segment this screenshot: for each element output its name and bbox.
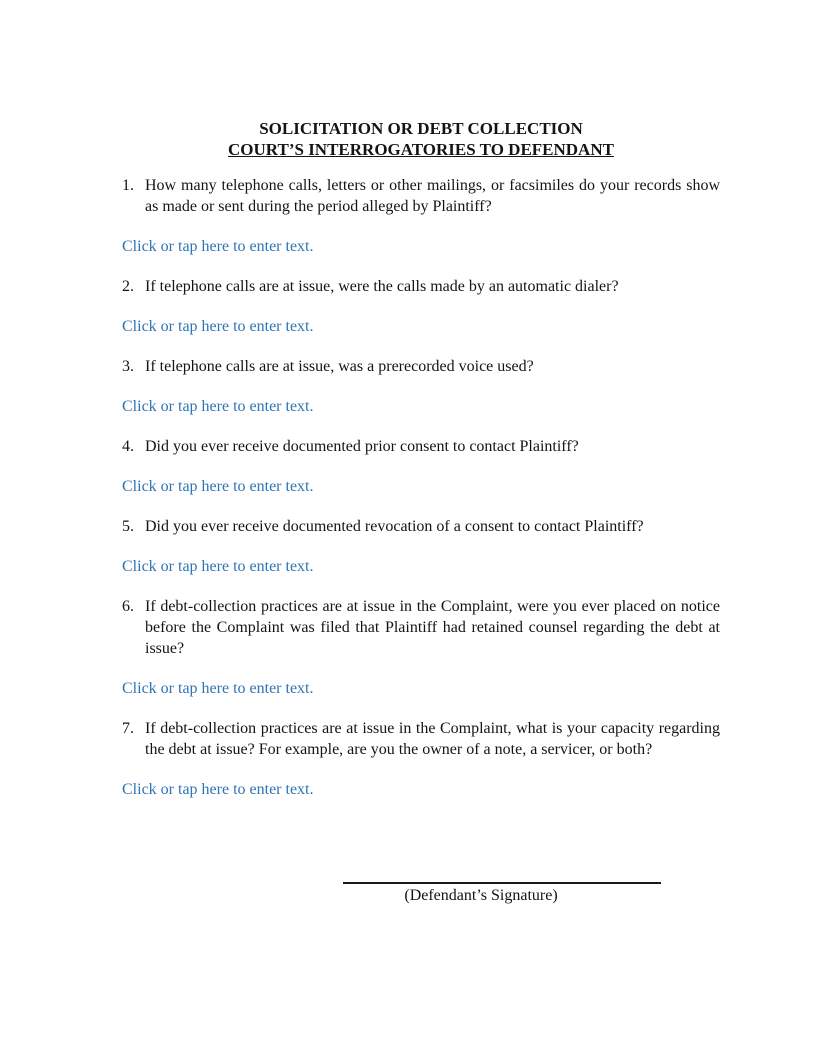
text-entry-field-2[interactable]: Click or tap here to enter text. [122, 318, 314, 335]
signature-line [343, 868, 661, 884]
text-entry-field-4[interactable]: Click or tap here to enter text. [122, 478, 314, 495]
question-text: If debt-collection practices are at issue in the Complaint, what is your capacity regarding the debt at issue? For example, are you the owner of a note, a servicer, or both? [145, 720, 720, 758]
question-item-3 [122, 356, 720, 377]
document-title [122, 118, 720, 160]
text-entry-field-3[interactable]: Click or tap here to enter text. [122, 398, 314, 415]
question-item-1 [122, 175, 720, 217]
text-entry-field-6[interactable]: Click or tap here to enter text. [122, 680, 314, 697]
question-number: 2. [122, 278, 134, 295]
title-line-2: COURT’S INTERROGATORIES TO DEFENDANT [228, 140, 614, 159]
question-number: 6. [122, 598, 134, 615]
question-number: 7. [122, 720, 134, 737]
question-text: How many telephone calls, letters or other mailings, or facsimiles do your records show as made or sent during the period alleged by Plaintiff? [145, 177, 720, 215]
question-number: 1. [122, 177, 134, 194]
question-item-2 [122, 276, 720, 297]
question-item-6 [122, 596, 720, 659]
question-item-4 [122, 436, 720, 457]
question-text: Did you ever receive documented prior consent to contact Plaintiff? [145, 438, 579, 455]
question-text: If debt-collection practices are at issue in the Complaint, were you ever placed on notice before the Complaint was filed that Plaintiff had retained counsel regarding the debt at issue? [145, 598, 720, 657]
text-entry-field-5[interactable]: Click or tap here to enter text. [122, 558, 314, 575]
question-number: 4. [122, 438, 134, 455]
signature-label: (Defendant’s Signature) [404, 887, 558, 904]
text-entry-field-1[interactable]: Click or tap here to enter text. [122, 238, 314, 255]
question-number: 3. [122, 358, 134, 375]
question-text: If telephone calls are at issue, was a prerecorded voice used? [145, 358, 534, 375]
question-item-7 [122, 718, 720, 760]
text-entry-field-7[interactable]: Click or tap here to enter text. [122, 781, 314, 798]
question-text: If telephone calls are at issue, were the calls made by an automatic dialer? [145, 278, 619, 295]
question-number: 5. [122, 518, 134, 535]
question-text: Did you ever receive documented revocation of a consent to contact Plaintiff? [145, 518, 644, 535]
question-item-5 [122, 516, 720, 537]
title-line-1: SOLICITATION OR DEBT COLLECTION [259, 119, 583, 138]
signature-block [343, 868, 661, 906]
